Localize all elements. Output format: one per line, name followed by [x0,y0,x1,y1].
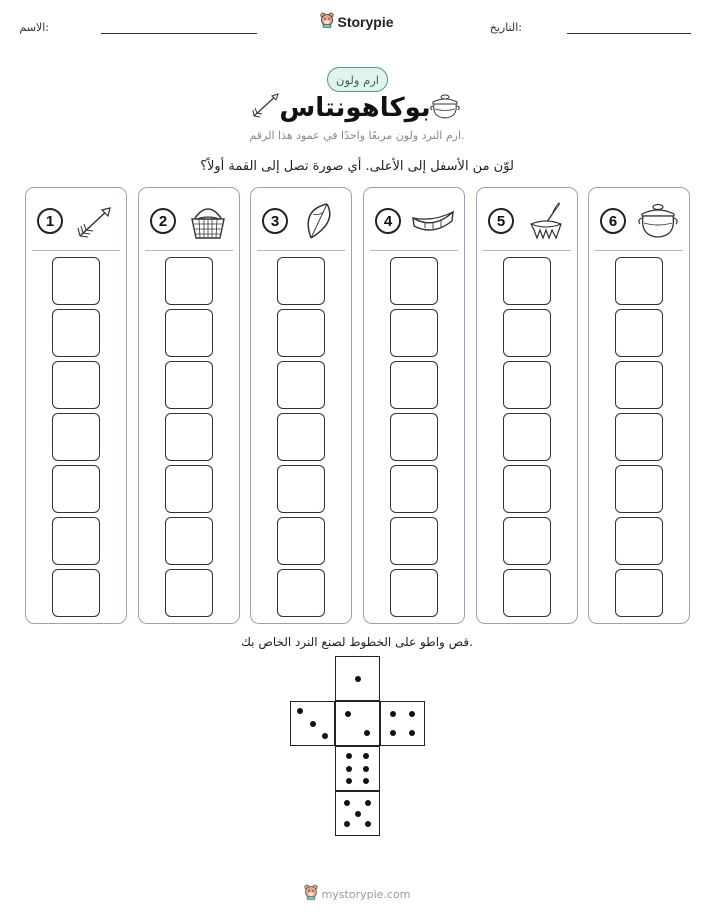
bear-footer-icon [304,884,318,904]
pip-dot [390,730,396,736]
color-square[interactable] [615,413,663,461]
pip-dot [365,821,371,827]
column-number: 5 [488,208,514,234]
date-line[interactable] [567,33,691,34]
color-square[interactable] [503,569,551,617]
dice-face-4 [380,701,425,746]
color-square[interactable] [52,569,100,617]
page-title: بوكاهونتاس [279,93,431,123]
pip-dot [345,711,351,717]
activity-badge: ارم ولون [327,67,388,92]
bow-icon [297,200,343,242]
pip-dot [363,766,369,772]
color-square[interactable] [277,569,325,617]
color-square[interactable] [165,257,213,305]
pip-dot [355,811,361,817]
dice-face-2 [335,701,380,746]
footer [0,884,714,904]
color-square[interactable] [277,361,325,409]
dice-face-5 [335,791,380,836]
column-divider [32,250,120,251]
color-square[interactable] [615,517,663,565]
pip-dot [364,730,370,736]
color-square[interactable] [390,413,438,461]
color-square[interactable] [165,413,213,461]
dice-face-3 [290,701,335,746]
column-divider [257,250,345,251]
color-square[interactable] [615,569,663,617]
color-square[interactable] [390,257,438,305]
color-square[interactable] [390,361,438,409]
color-square[interactable] [503,309,551,357]
color-square[interactable] [52,517,100,565]
color-square[interactable] [165,361,213,409]
color-square[interactable] [52,465,100,513]
color-square[interactable] [503,257,551,305]
date-label: التاريخ: [489,21,522,34]
color-square[interactable] [615,465,663,513]
pip-dot [363,778,369,784]
pip-dot [346,778,352,784]
color-square[interactable] [52,257,100,305]
pip-dot [346,753,352,759]
color-square[interactable] [52,309,100,357]
color-square[interactable] [390,309,438,357]
pip-dot [310,721,316,727]
subtitle: ارم النرد ولون مربعًا واحدًا في عمود هذا الرقم. [249,129,465,142]
column-2 [138,187,240,624]
basket-icon [185,200,231,242]
brand-name: Storypie [337,14,394,30]
color-square[interactable] [165,309,213,357]
dice-face-6 [335,746,380,791]
column-5 [476,187,578,624]
brand [0,12,714,32]
pip-dot [322,733,328,739]
arrow-icon [72,200,118,242]
pip-dot [344,821,350,827]
color-square[interactable] [503,413,551,461]
color-square[interactable] [277,413,325,461]
instruction: لوّن من الأسفل إلى الأعلى. أي صورة تصل إلى القمة أولاً؟ [200,159,514,174]
column-divider [595,250,683,251]
pip-dot [365,800,371,806]
canoe-icon [410,200,456,242]
column-3 [250,187,352,624]
color-square[interactable] [277,257,325,305]
pot-icon [635,200,681,242]
color-square[interactable] [390,517,438,565]
dice-face-1 [335,656,380,701]
color-square[interactable] [503,361,551,409]
pip-dot [409,730,415,736]
name-label: الاسم: [19,21,49,34]
column-4 [363,187,465,624]
column-divider [483,250,571,251]
color-square[interactable] [165,465,213,513]
pip-dot [390,711,396,717]
color-square[interactable] [165,569,213,617]
column-1 [25,187,127,624]
column-6 [588,187,690,624]
feather-headdress-icon [523,200,569,242]
column-number: 3 [262,208,288,234]
color-square[interactable] [390,465,438,513]
cut-instruction: قص واطو على الخطوط لصنع النرد الخاص بك. [241,635,473,649]
color-square[interactable] [615,361,663,409]
color-square[interactable] [277,517,325,565]
pot-title-icon [428,91,462,125]
bear-logo-icon [320,12,334,32]
color-square[interactable] [615,257,663,305]
color-square[interactable] [277,309,325,357]
color-square[interactable] [277,465,325,513]
color-square[interactable] [503,465,551,513]
column-number: 6 [600,208,626,234]
color-square[interactable] [52,413,100,461]
pip-dot [409,711,415,717]
column-divider [145,250,233,251]
column-number: 2 [150,208,176,234]
pip-dot [355,676,361,682]
pip-dot [297,708,303,714]
color-square[interactable] [503,517,551,565]
color-square[interactable] [165,517,213,565]
color-square[interactable] [615,309,663,357]
pip-dot [344,800,350,806]
pip-dot [346,766,352,772]
color-square[interactable] [390,569,438,617]
column-number: 1 [37,208,63,234]
column-divider [370,250,458,251]
color-square[interactable] [52,361,100,409]
column-number: 4 [375,208,401,234]
name-line[interactable] [101,33,257,34]
footer-url: mystorypie.com [321,887,411,901]
pip-dot [363,753,369,759]
